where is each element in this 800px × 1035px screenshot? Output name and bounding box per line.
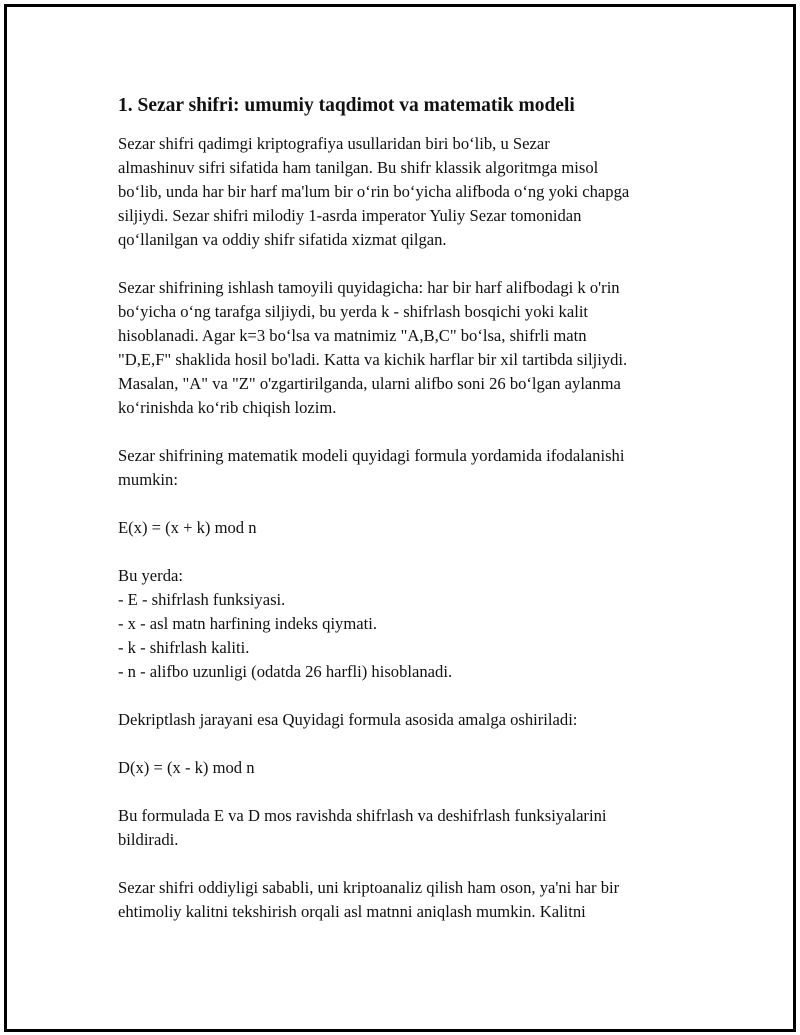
text-line: bo‘yicha o‘ng tarafga siljiydi, bu yerda k - shifrlash bosqichi yoki kalit bbox=[118, 302, 589, 321]
list-item: - n - alifbo uzunligi (odatda 26 harfli) hisoblanadi. bbox=[118, 662, 453, 681]
text-line: Bu formulada E va D mos ravishda shifrlash va deshifrlash funksiyalarini bbox=[118, 806, 607, 825]
list-item: - x - asl matn harfining indeks qiymati. bbox=[118, 614, 377, 633]
text-line: qo‘llanilgan va oddiy shifr sifatida xizmat qilgan. bbox=[118, 230, 447, 249]
section-heading: 1. Sezar shifri: umumiy taqdimot va matematik modeli bbox=[118, 95, 575, 116]
formula-encrypt bbox=[118, 516, 698, 540]
text-line: Sezar shifri qadimgi kriptografiya usullaridan biri bo‘lib, u Sezar bbox=[118, 134, 550, 153]
text-line: Dekriptlash jarayani esa Quyidagi formula asosida amalga oshiriladi: bbox=[118, 710, 578, 729]
text-line: hisoblanadi. Agar k=3 bo‘lsa va matnimiz "A,B,C" bo‘lsa, shifrli matn bbox=[118, 326, 587, 345]
list-item: Bu yerda: bbox=[118, 566, 183, 585]
text-line: Masalan, "A" va "Z" o'zgartirilganda, ularni alifbo soni 26 bo‘lgan aylanma bbox=[118, 374, 621, 393]
text-line: bo‘lib, unda har bir harf ma'lum bir o‘rin bo‘yicha alifboda o‘ng yoki chapga bbox=[118, 182, 630, 201]
paragraph-intro bbox=[118, 132, 698, 252]
paragraph-decrypt-intro bbox=[118, 708, 698, 732]
paragraph-functions bbox=[118, 804, 698, 852]
text-line: ehtimoliy kalitni tekshirish orqali asl matnni aniqlash mumkin. Kalitni bbox=[118, 902, 586, 921]
text-line: mumkin: bbox=[118, 470, 178, 489]
document-body bbox=[118, 92, 698, 948]
paragraph-principle bbox=[118, 276, 698, 420]
text-line: ko‘rinishda ko‘rib chiqish lozim. bbox=[118, 398, 337, 417]
text-line: Sezar shifri oddiyligi sababli, uni kriptoanaliz qilish ham oson, ya'ni har bir bbox=[118, 878, 620, 897]
formula-line: E(x) = (x + k) mod n bbox=[118, 518, 257, 537]
text-line: "D,E,F" shaklida hosil bo'ladi. Katta va kichik harflar bir xil tartibda siljiydi. bbox=[118, 350, 628, 369]
formula-decrypt bbox=[118, 756, 698, 780]
paragraph-model-intro bbox=[118, 444, 698, 492]
text-line: bildiradi. bbox=[118, 830, 179, 849]
text-line: almashinuv sifri sifatida ham tanilgan. Bu shifr klassik algoritmga misol bbox=[118, 158, 599, 177]
text-line: Sezar shifrining ishlash tamoyili quyidagicha: har bir harf alifbodagi k o'rin bbox=[118, 278, 620, 297]
text-line: Sezar shifrining matematik modeli quyidagi formula yordamida ifodalanishi bbox=[118, 446, 625, 465]
list-item: - k - shifrlash kaliti. bbox=[118, 638, 250, 657]
text-line: siljiydi. Sezar shifri milodiy 1-asrda imperator Yuliy Sezar tomonidan bbox=[118, 206, 582, 225]
paragraph-cryptanalysis bbox=[118, 876, 698, 924]
formula-line: D(x) = (x - k) mod n bbox=[118, 758, 255, 777]
definition-list bbox=[118, 564, 698, 684]
list-item: - E - shifrlash funksiyasi. bbox=[118, 590, 286, 609]
